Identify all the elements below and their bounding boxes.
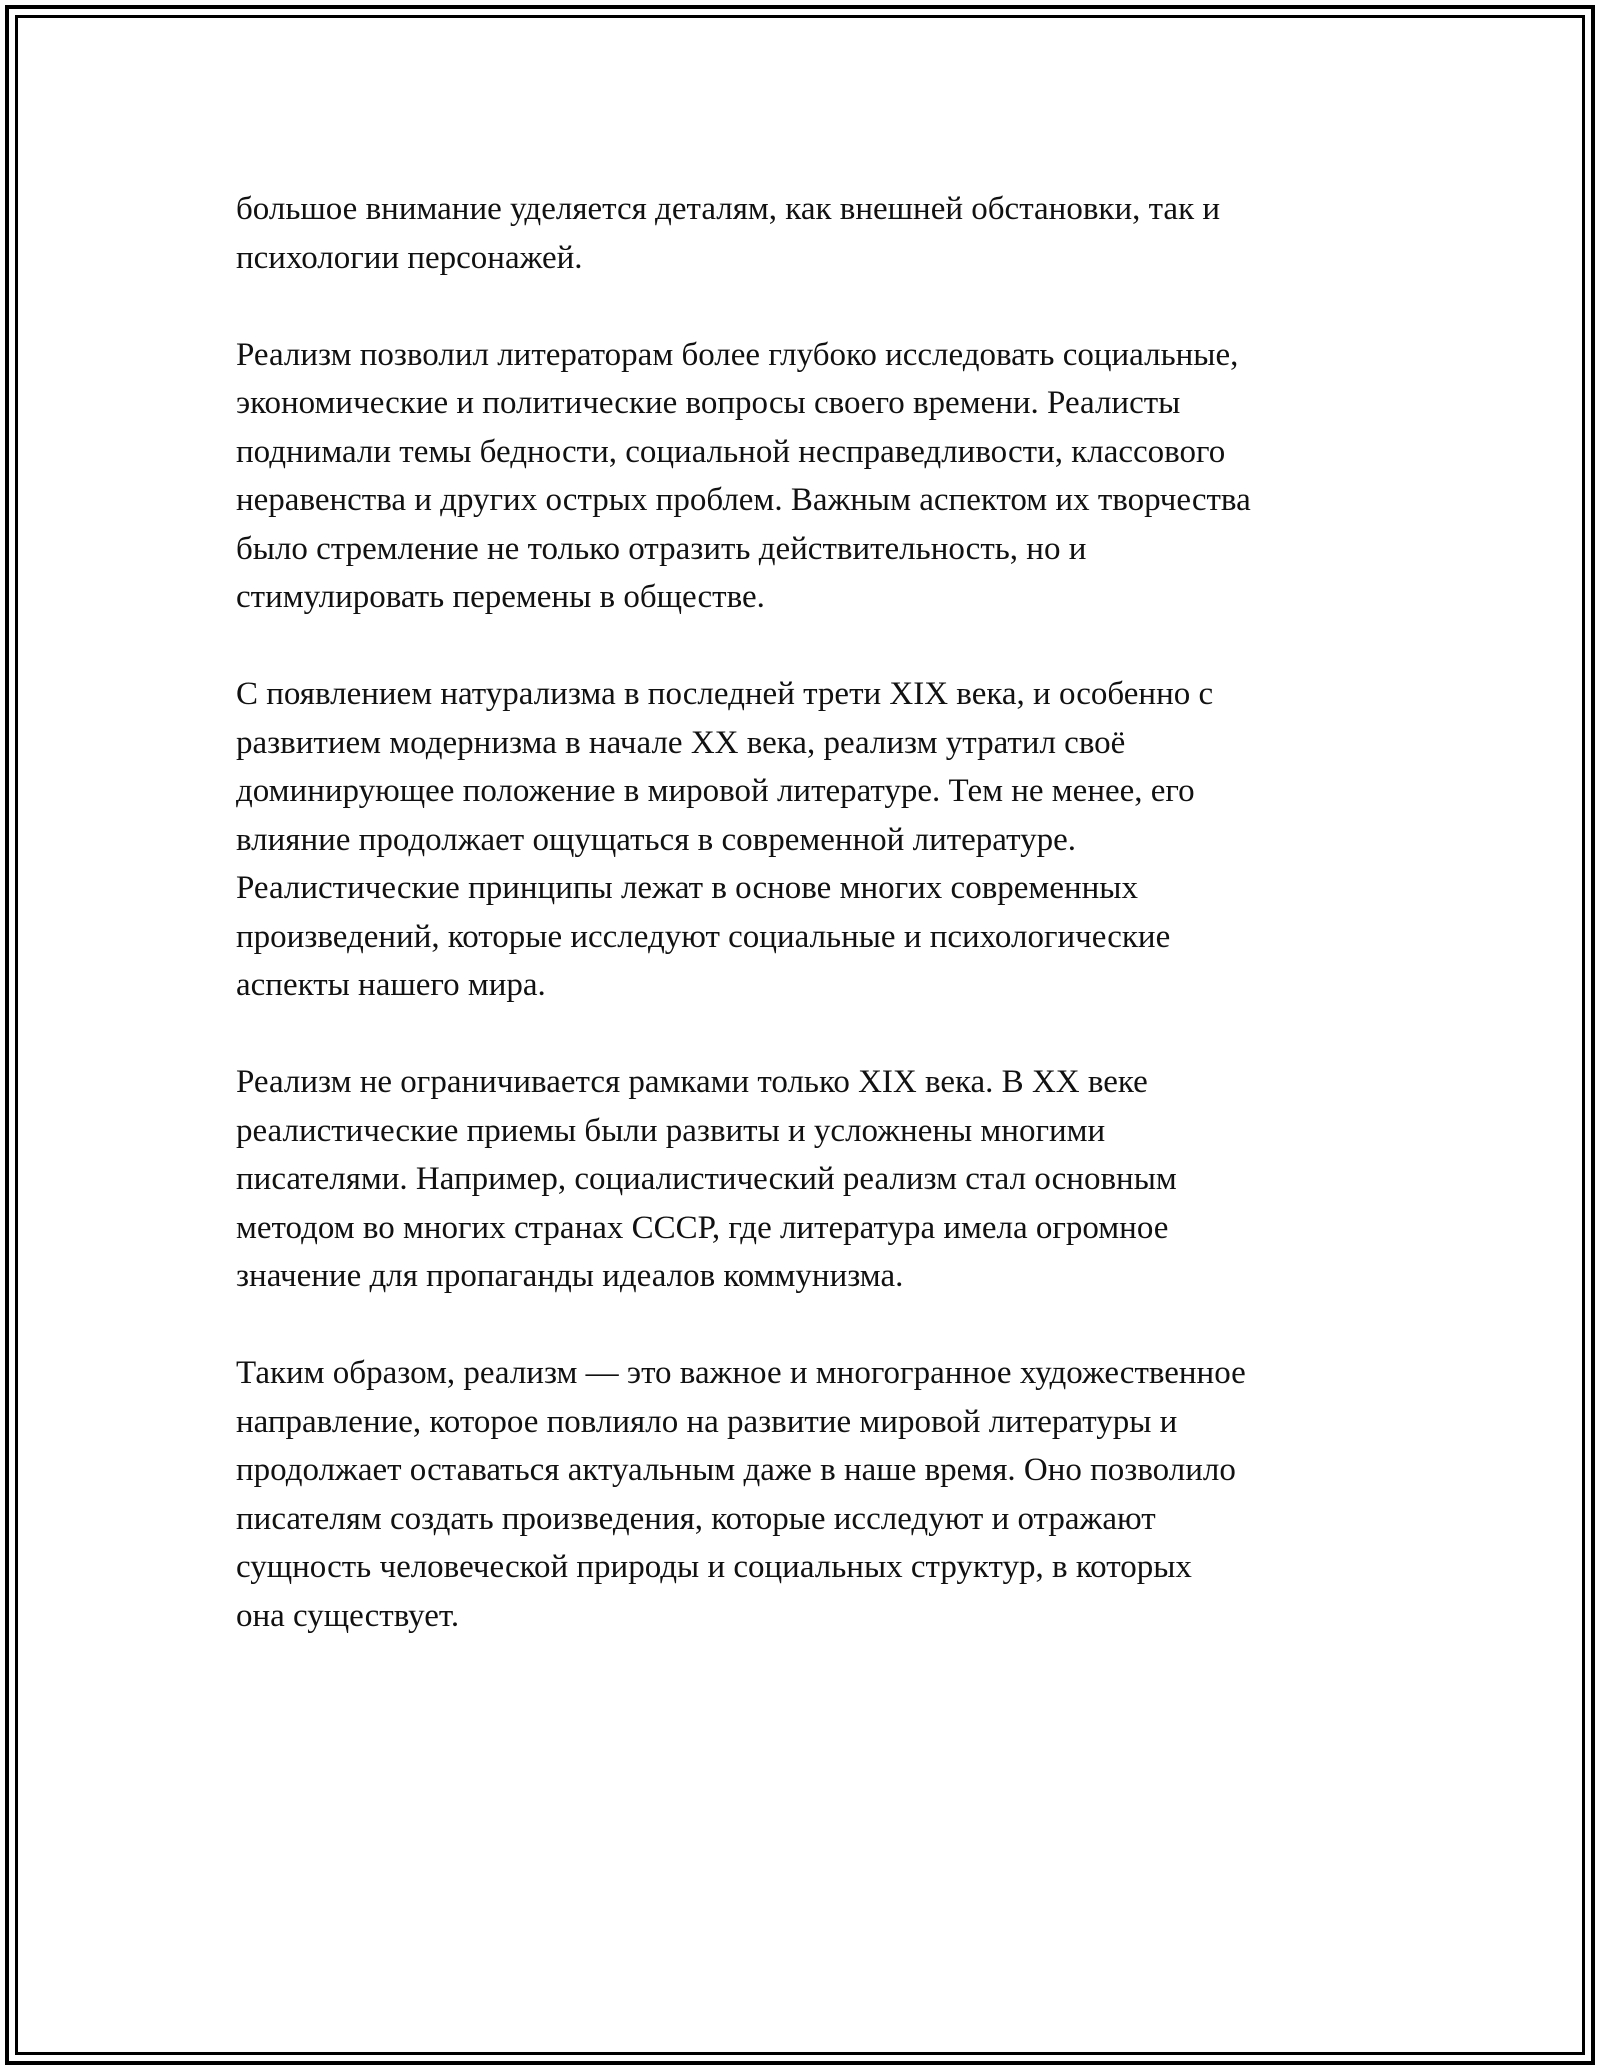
text-line: неравенства и других острых проблем. Важным аспектом их творчества	[236, 482, 1251, 518]
paragraph-1	[236, 185, 1386, 282]
text-line: экономические и политические вопросы своего времени. Реалисты	[236, 385, 1181, 421]
text-line: Реалистические принципы лежат в основе многих современных	[236, 870, 1138, 906]
text-line: доминирующее положение в мировой литературе. Тем не менее, его	[236, 773, 1195, 809]
text-line: большое внимание уделяется деталям, как внешней обстановки, так и	[236, 191, 1221, 227]
text-line: сущность человеческой природы и социальных структур, в которых	[236, 1549, 1192, 1585]
text-line: психологии персонажей.	[236, 239, 583, 276]
text-line: Реализм позволил литераторам более глубоко исследовать социальные,	[236, 336, 1239, 373]
text-line: писателями. Например, социалистический реализм стал основным	[236, 1161, 1177, 1197]
text-line: Реализм не ограничивается рамками только XIX века. В XX веке	[236, 1064, 1148, 1100]
text-line: аспекты нашего мира.	[236, 967, 546, 1003]
text-line: методом во многих странах СССР, где литература имела огромное	[236, 1209, 1169, 1246]
text-line: было стремление не только отразить действительность, но и	[236, 530, 1087, 567]
text-line: С появлением натурализма в последней трети XIX века, и особенно с	[236, 676, 1214, 712]
text-line: направление, которое повлияло на развитие мировой литературы и	[236, 1403, 1178, 1440]
text-line: влияние продолжает ощущаться в современной литературе.	[236, 821, 1076, 858]
text-line: писателям создать произведения, которые исследуют и отражают	[236, 1500, 1156, 1537]
text-line: значение для пропаганды идеалов коммунизма.	[236, 1258, 904, 1294]
text-line: развитием модернизма в начале XX века, реализм утратил своё	[236, 724, 1126, 761]
paragraph-5	[236, 1349, 1386, 1640]
paragraph-4	[236, 1058, 1386, 1301]
text-line: продолжает оставаться актуальным даже в наше время. Оно позволило	[236, 1452, 1236, 1488]
text-line: произведений, которые исследуют социальные и психологические	[236, 918, 1171, 955]
paragraph-3	[236, 670, 1386, 1010]
document-body	[236, 185, 1386, 1689]
text-line: стимулировать перемены в обществе.	[236, 579, 765, 615]
text-line: поднимали темы бедности, социальной несправедливости, классового	[236, 433, 1226, 470]
text-line: Таким образом, реализм — это важное и многогранное художественное	[236, 1355, 1246, 1391]
text-line: она существует.	[236, 1597, 460, 1634]
text-line: реалистические приемы были развиты и усложнены многими	[236, 1112, 1106, 1149]
paragraph-2	[236, 331, 1386, 622]
